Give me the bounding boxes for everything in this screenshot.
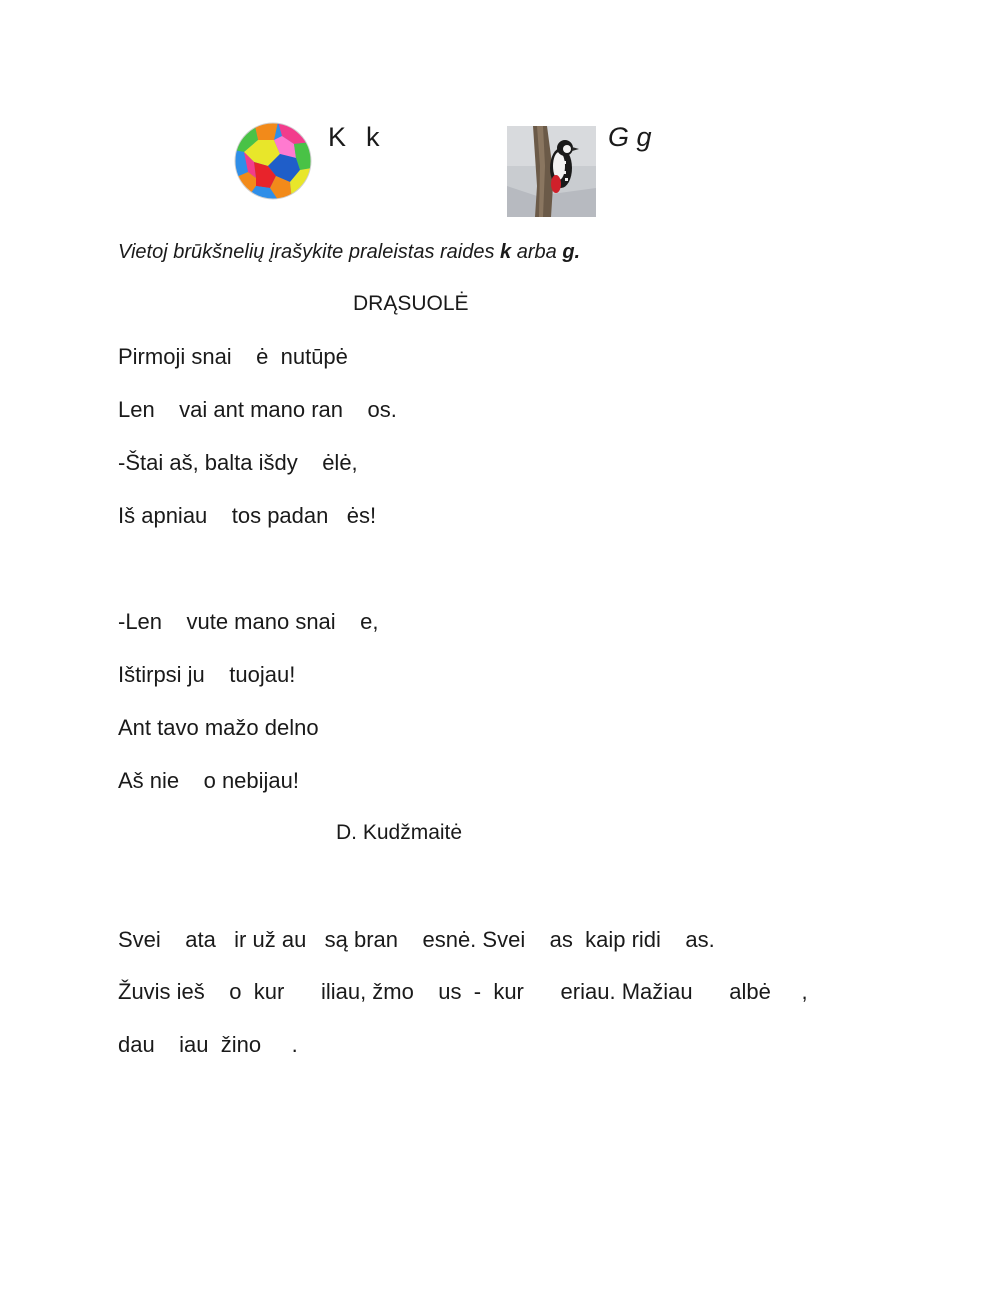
letters-k [328,122,380,153]
ball-image [234,122,312,200]
instruction-prefix: Vietoj brūkšnelių įrašykite praleistas raides [118,241,501,263]
instruction [118,241,580,264]
poem-line: -Len vute mano snai e, [118,609,379,634]
proverb-line: Svei ata ir už au są bran esnė. Svei as kaip ridi as. [118,927,715,952]
proverb-line: Žuvis ieš o kur iliau, žmo us - kur eriau. Mažiau albė , [118,979,808,1004]
instruction-g: g. [562,241,581,263]
poem-line: Ant tavo mažo delno [118,715,319,740]
instruction-k: k [500,241,512,263]
poem-line: Len vai ant mano ran os. [118,397,397,422]
poem-line: Aš nie o nebijau! [118,768,300,793]
poem-line: Iš apniau tos padan ės! [118,503,377,528]
instruction-middle: arba [511,241,563,263]
poem-line: Ištirpsi ju tuojau! [118,662,296,687]
letters-g: G g [608,122,652,152]
poem-line: Pirmoji snai ė nutūpė [118,344,348,369]
poem-line: -Štai aš, balta išdy ėlė, [118,450,358,475]
proverb-line: dau iau žino . [118,1032,298,1057]
woodpecker-image [507,126,596,217]
poem-title: DRĄSUOLĖ [353,292,469,315]
letter-k-lower: k [366,122,380,152]
letter-k-upper: K [328,122,347,152]
poem-author: D. Kudžmaitė [336,821,463,844]
